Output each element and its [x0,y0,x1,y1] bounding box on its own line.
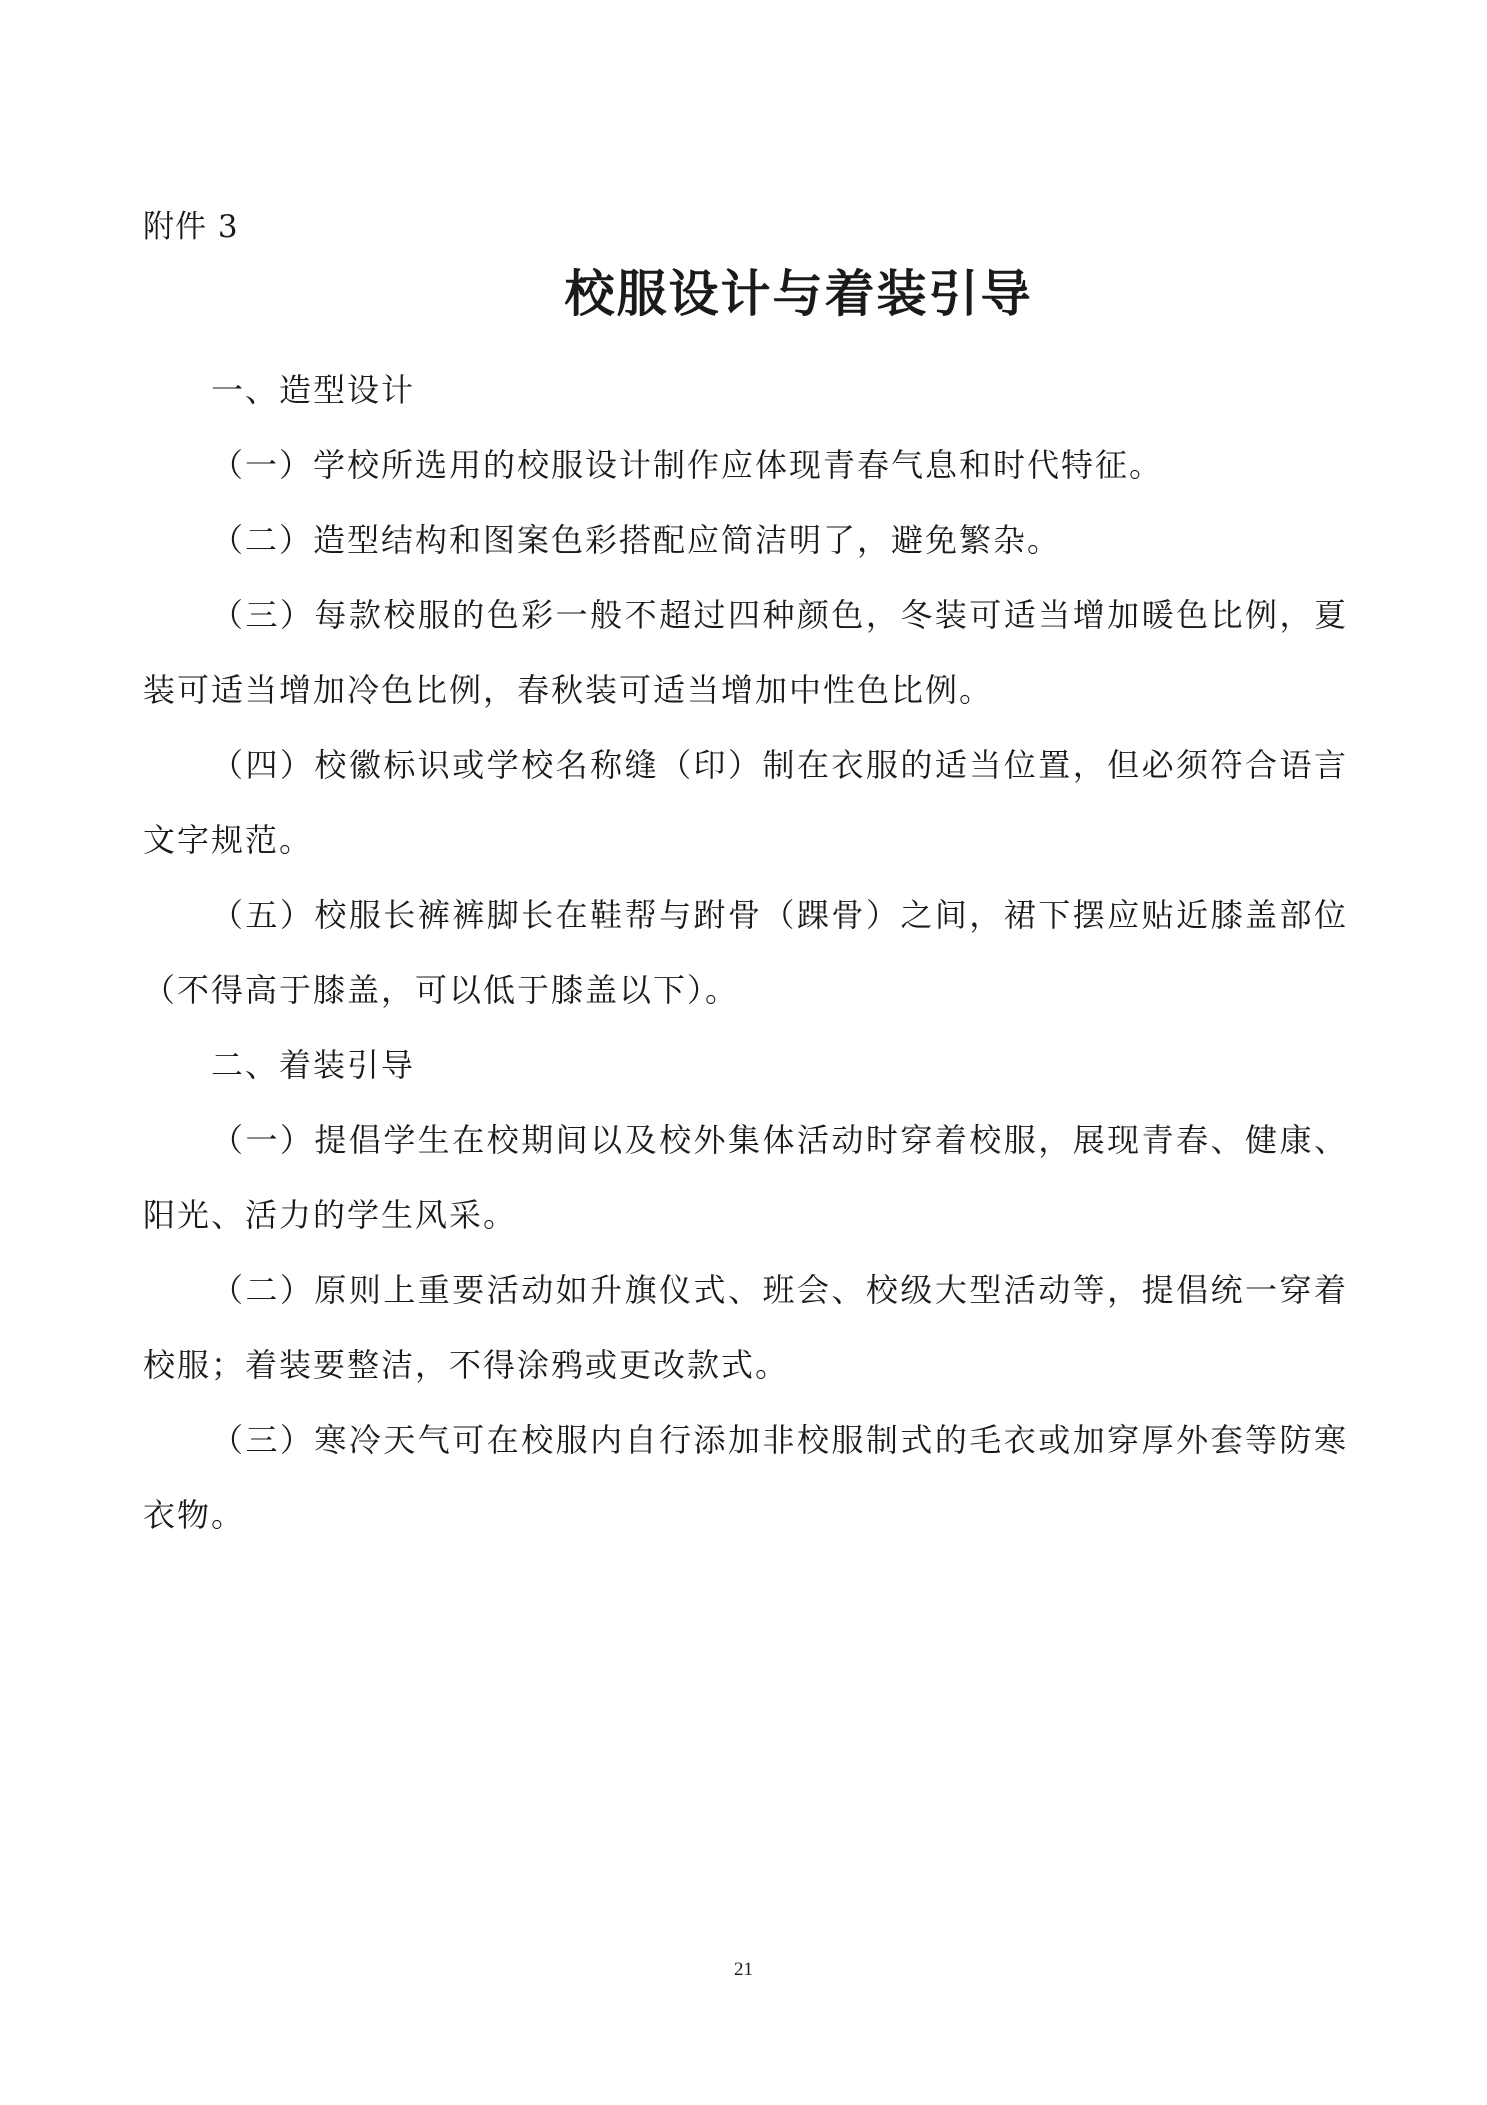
paragraph-design-5: （五）校服长裤裤脚长在鞋帮与跗骨（踝骨）之间，裙下摆应贴近膝盖部位（不得高于膝盖，可以低于膝盖以下）。 [143,896,1348,1009]
paragraph-dress-2: （二）原则上重要活动如升旗仪式、班会、校级大型活动等，提倡统一穿着校服；着装要整洁，不得涂鸦或更改款式。 [143,1271,1348,1384]
section-heading-dress: 二、着装引导 [211,1046,416,1084]
paragraph-dress-1: （一）提倡学生在校期间以及校外集体活动时穿着校服，展现青春、健康、阳光、活力的学生风采。 [143,1121,1348,1234]
paragraph-design-1: （一）学校所选用的校服设计制作应体现青春气息和时代特征。 [211,446,1164,484]
page-number: 21 [734,1959,753,1980]
attachment-label: 附件 3 [143,209,239,245]
paragraph-dress-3: （三）寒冷天气可在校服内自行添加非校服制式的毛衣或加穿厚外套等防寒衣物。 [143,1421,1348,1534]
document-title: 校服设计与着装引导 [564,264,1033,323]
paragraph-design-4: （四）校徽标识或学校名称缝（印）制在衣服的适当位置，但必须符合语言文字规范。 [143,746,1348,859]
paragraph-design-3: （三）每款校服的色彩一般不超过四种颜色，冬装可适当增加暖色比例，夏装可适当增加冷色比例，春秋装可适当增加中性色比例。 [143,596,1348,709]
document-body [143,353,1348,1553]
section-heading-design: 一、造型设计 [211,371,416,409]
paragraph-design-2: （二）造型结构和图案色彩搭配应简洁明了，避免繁杂。 [211,521,1062,559]
